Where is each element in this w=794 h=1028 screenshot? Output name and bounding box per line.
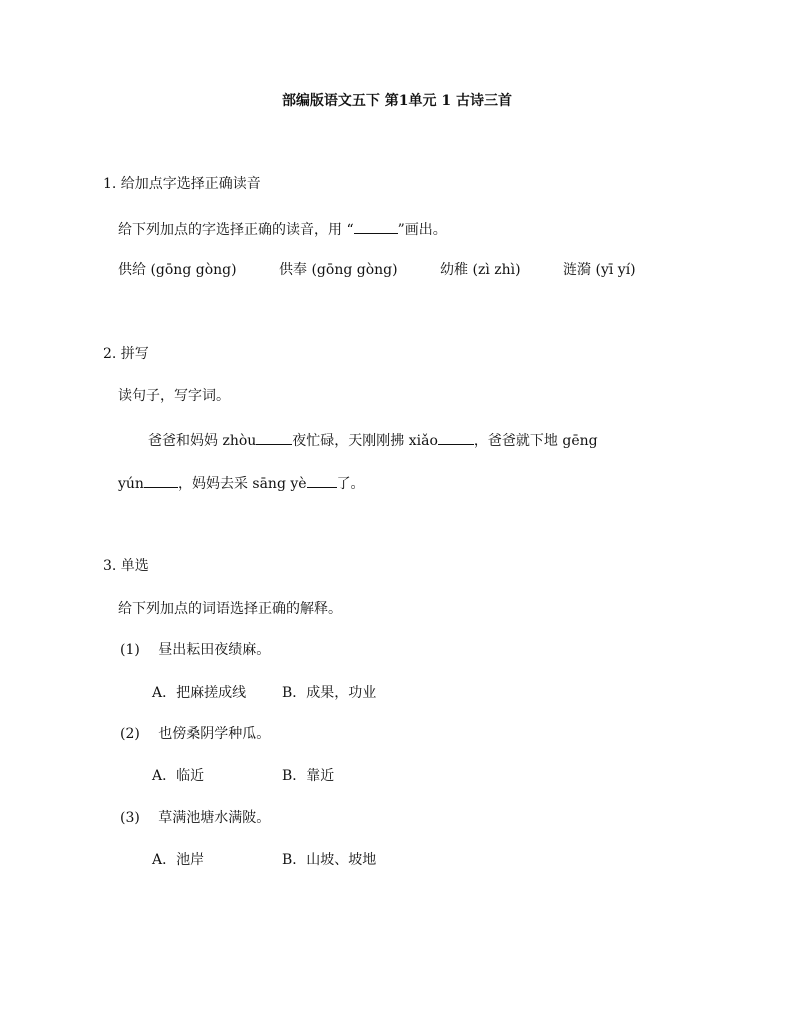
option-a: A．临近 xyxy=(152,768,205,784)
q1-options xyxy=(118,261,636,279)
q2-line-1 xyxy=(148,430,598,450)
answer-blank xyxy=(256,430,292,445)
q3-options xyxy=(152,851,376,869)
q2-heading: 2. 拼写 xyxy=(103,346,149,362)
q2-text: 爸爸和妈妈 zhòu xyxy=(148,433,257,449)
q2-text: yún xyxy=(118,476,144,492)
q1-instruction-suffix: ”画出。 xyxy=(397,222,447,238)
q2-line-2 xyxy=(118,473,365,493)
answer-blank xyxy=(307,473,337,488)
answer-blank xyxy=(144,473,178,488)
q1-item: 供给 (gōng gòng) xyxy=(118,262,237,278)
q3-options xyxy=(152,767,334,785)
option-a: A．把麻搓成线 xyxy=(152,685,247,701)
q1-heading: 1. 给加点字选择正确读音 xyxy=(103,176,261,192)
q2-text: 夜忙碌，天刚刚拂 xiǎo xyxy=(292,433,438,449)
question-number: (2) xyxy=(120,726,140,742)
q2-text: ，妈妈去采 sāng yè xyxy=(177,476,307,492)
option-b: B．山坡、坡地 xyxy=(282,852,377,868)
q1-instruction xyxy=(118,219,447,239)
question-text: 草满池塘水满陂。 xyxy=(158,810,271,826)
q1-item: 涟漪 (yī yí) xyxy=(563,262,636,278)
answer-blank xyxy=(354,219,398,234)
answer-blank xyxy=(438,430,474,445)
q1-item: 幼稚 (zì zhì) xyxy=(440,262,521,278)
question-number: (3) xyxy=(120,810,140,826)
q3-heading: 3. 单选 xyxy=(103,558,149,574)
q3-options xyxy=(152,684,376,702)
q1-item: 供奉 (gōng gòng) xyxy=(279,262,398,278)
q2-instruction: 读句子，写字词。 xyxy=(118,388,230,404)
option-b: B．靠近 xyxy=(282,768,335,784)
q3-question xyxy=(120,809,270,827)
question-number: (1) xyxy=(120,642,140,658)
q3-question xyxy=(120,641,270,659)
question-text: 昼出耘田夜绩麻。 xyxy=(158,642,271,658)
q3-question xyxy=(120,725,270,743)
q2-text: 了。 xyxy=(336,476,365,492)
question-text: 也傍桑阴学种瓜。 xyxy=(158,726,271,742)
page-title: 部编版语文五下 第1单元 1 古诗三首 xyxy=(281,93,513,109)
q3-instruction: 给下列加点的词语选择正确的解释。 xyxy=(118,601,342,617)
option-b: B．成果，功业 xyxy=(282,685,377,701)
option-a: A．池岸 xyxy=(152,852,205,868)
q2-text: ，爸爸就下地 gēng xyxy=(473,433,598,449)
q1-instruction-prefix: 给下列加点的字选择正确的读音，用 “ xyxy=(118,222,354,238)
